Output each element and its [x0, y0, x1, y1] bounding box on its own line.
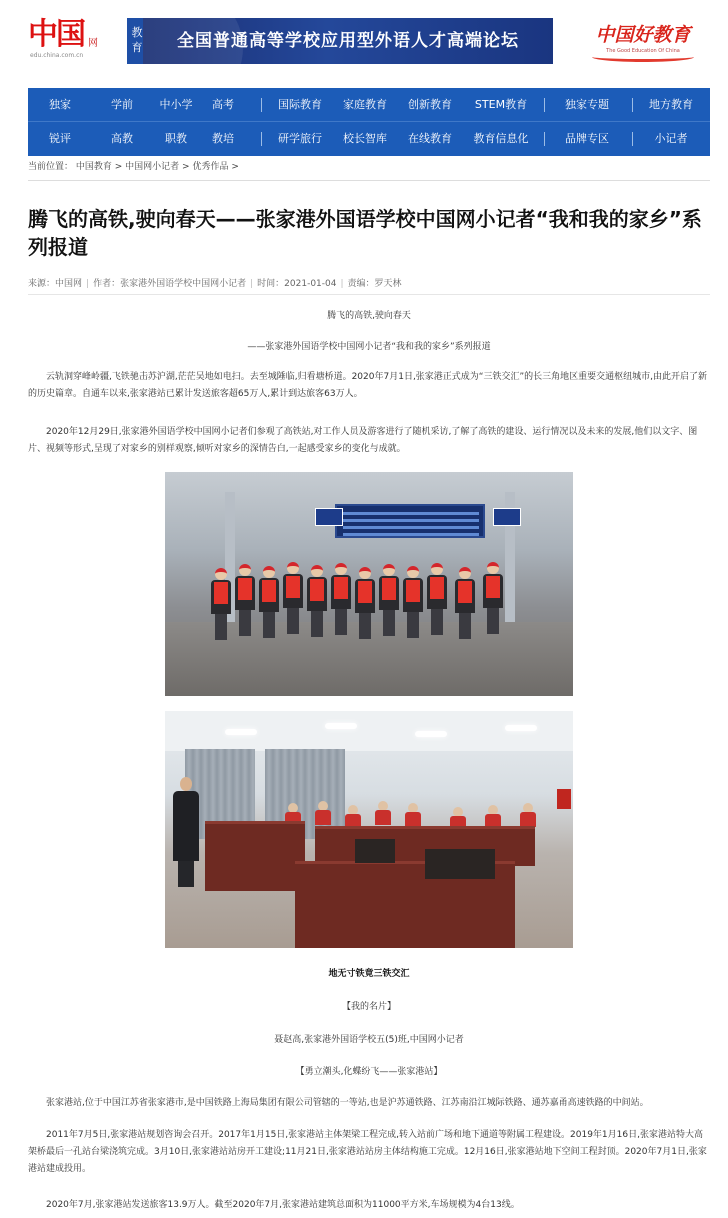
article-subtitle-series: ——张家港外国语学校中国网小记者“我和我的家乡”系列报道 — [247, 342, 491, 352]
breadcrumb-link[interactable]: 中国教育 — [75, 162, 112, 172]
paragraph: 2011年7月5日,张家港站规划咨询会召开。2017年1月15日,张家港站主体架梁工程完成,转入站前广场和地下通道等附属工程建设。2019年1月16日,张家港站特大高架桥最后一孔站台梁浇筑完成。3月10日,张家港站站房开工建设;11月21日,张家港站站房主体结构施工完成。12月16日,张家港站地下空间工程封顶。2020年7月1日,张家港站建成投用。 — [28, 1130, 707, 1174]
breadcrumb-sep: > — [228, 162, 239, 172]
edu-channel-label: 教育 — [127, 18, 147, 64]
author-value: 张家港外国语学校中国网小记者 — [120, 279, 247, 289]
nav-item[interactable]: 创新教育 — [408, 98, 452, 111]
time-label: 时间： — [257, 279, 285, 289]
nav-item[interactable]: 小记者 — [654, 132, 688, 145]
nav-item[interactable]: 校长智库 — [343, 132, 387, 145]
editor-label: 责编： — [347, 279, 375, 289]
paragraph: 云轨洞穿峰岭疆,飞铁驰击苏沪湖,茫茫吴地如电扫。去至城陲临,归看塘桥道。2020年7月1日,张家港正式成为“三铁交汇”的长三角地区重要交通枢纽城市,由此开启了新的历史篇章。自通车以来,张家港站已累计发送旅客超65万人,累计到达旅客63万人。 — [28, 372, 707, 399]
author-credit: 聂赵高,张家港外国语学校五(5)班,中国网小记者 — [274, 1035, 464, 1045]
nav-item[interactable]: 教培 — [212, 132, 234, 145]
source-label: 来源： — [28, 279, 56, 289]
nav-row-1 — [28, 88, 710, 122]
nav-divider — [544, 132, 545, 146]
nav-row-2 — [28, 122, 710, 156]
paragraph: 张家港站,位于中国江苏省张家港市,是中国铁路上海局集团有限公司管辖的一等站,也是沪苏通铁路、江苏南沿江城际铁路、通苏嘉甬高速铁路的中间站。 — [46, 1098, 649, 1108]
article-subtitle: 腾飞的高铁,驶向春天 — [327, 311, 411, 321]
speaker-figure — [171, 777, 201, 887]
station-group-photo — [165, 472, 573, 696]
nav-item[interactable]: 学前 — [111, 98, 133, 111]
nav-item[interactable]: 家庭教育 — [343, 98, 387, 111]
time-value: 2021-01-04 — [284, 279, 337, 289]
nav-item[interactable]: 在线教育 — [408, 132, 452, 145]
nav-item[interactable]: 教育信息化 — [473, 132, 529, 145]
nav-item[interactable]: 高教 — [111, 132, 133, 145]
breadcrumb-sep: > — [179, 162, 193, 172]
paragraph: 2020年12月29日,张家港外国语学校中国网小记者们参观了高铁站,对工作人员及游客进行了随机采访,了解了高铁的建设、运行情况以及未来的发展,他们以文字、图片、视频等形式,呈现了对家乡的别样观察,倾听对家乡的深情告白,一起感受家乡的变化与成就。 — [28, 427, 698, 454]
breadcrumb-link[interactable]: 优秀作品 — [192, 162, 229, 172]
site-header — [0, 0, 728, 82]
nav-divider — [632, 132, 633, 146]
nav-item[interactable]: 高考 — [212, 98, 234, 111]
good-education-subtitle: The Good Education Of China — [606, 48, 680, 54]
nav-item[interactable]: STEM教育 — [474, 98, 528, 111]
breadcrumb-prefix: 当前位置： — [28, 162, 74, 172]
nav-item[interactable]: 研学旅行 — [278, 132, 322, 145]
source-value: 中国网 — [55, 279, 83, 289]
station-sign — [493, 508, 521, 526]
station-sign — [315, 508, 343, 526]
author-label: 作者： — [93, 279, 121, 289]
forum-banner[interactable]: 全国普通高等学校应用型外语人才高端论坛 — [143, 18, 553, 64]
nav-item[interactable]: 地方教育 — [649, 98, 693, 111]
nav-divider — [632, 98, 633, 112]
good-education-text: 中国好教育 — [595, 24, 691, 46]
swoosh-icon — [592, 52, 694, 62]
nav-item[interactable]: 品牌专区 — [565, 132, 609, 145]
good-education-logo[interactable] — [588, 20, 698, 64]
nav-item[interactable]: 独家 — [49, 98, 71, 111]
nav-item[interactable]: 锐评 — [49, 132, 71, 145]
nav-divider — [544, 98, 545, 112]
classroom-photo — [165, 711, 573, 948]
section-heading: 【勇立潮头,化蝶纷飞——张家港站】 — [295, 1067, 443, 1077]
photo-caption: 地无寸铁竟三铁交汇 — [328, 969, 410, 979]
main-nav — [28, 88, 710, 156]
breadcrumb — [28, 159, 239, 172]
nav-item[interactable]: 国际教育 — [278, 98, 322, 111]
logo-net: 网 — [88, 38, 98, 49]
paragraph: 2020年7月,张家港站发送旅客13.9万人。截至2020年7月,张家港站建筑总面积为11000平方米,车场规模为4台13线。 — [46, 1200, 520, 1210]
departure-board — [335, 504, 485, 538]
divider — [28, 294, 710, 295]
breadcrumb-sep: > — [111, 162, 126, 172]
logo-text: 中国 — [28, 17, 84, 52]
nav-item[interactable]: 中小学 — [159, 98, 193, 111]
nav-item[interactable]: 职教 — [165, 132, 187, 145]
logo-url: edu.china.com.cn — [30, 52, 84, 59]
editor-value: 罗天林 — [374, 279, 402, 289]
nav-item[interactable]: 独家专题 — [565, 98, 609, 111]
nav-divider — [261, 98, 262, 112]
divider — [28, 180, 710, 181]
china-net-logo[interactable] — [28, 17, 143, 64]
article-meta: 来源：中国网 | 作者：张家港外国语学校中国网小记者 | 时间：2021-01-04 | 责编：罗天林 — [28, 279, 402, 289]
article-title: 腾飞的高铁,驶向春天——张家港外国语学校中国网小记者“我和我的家乡”系列报道 — [28, 207, 702, 259]
flag-icon — [557, 789, 571, 809]
name-card-heading: 【我的名片】 — [341, 1002, 396, 1012]
nav-divider — [261, 132, 262, 146]
breadcrumb-link[interactable]: 中国网小记者 — [125, 162, 180, 172]
